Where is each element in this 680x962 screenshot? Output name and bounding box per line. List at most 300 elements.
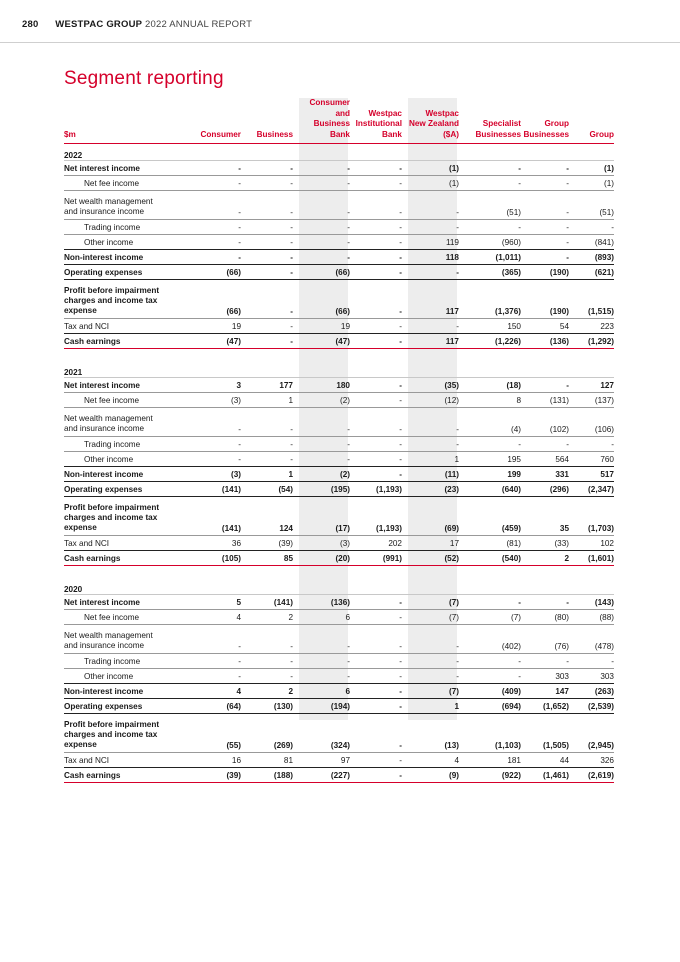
table-cell: - [195, 176, 241, 191]
table-cell: (39) [195, 768, 241, 783]
table-cell: 17 [402, 536, 459, 551]
table-cell: 2 [521, 551, 569, 566]
table-cell: (922) [459, 768, 521, 783]
table-cell: 564 [521, 452, 569, 467]
table-cell: - [350, 265, 402, 280]
table-cell: - [241, 408, 293, 437]
table-cell: (1,011) [459, 250, 521, 265]
table-cell: (195) [293, 482, 350, 497]
table-row-nii [64, 161, 614, 176]
table-cell: - [569, 654, 614, 669]
table-row-cash [64, 768, 614, 783]
row-label: Cash earnings [64, 551, 195, 566]
table-cell: (11) [402, 467, 459, 482]
table-cell: 147 [521, 684, 569, 699]
table-cell: 2 [241, 610, 293, 625]
table-cell: (4) [459, 408, 521, 437]
table-cell: (35) [402, 378, 459, 393]
unit-header: $m [64, 98, 195, 144]
table-cell: - [241, 669, 293, 684]
table-cell: - [459, 176, 521, 191]
year-gap [64, 349, 614, 362]
table-cell: (13) [402, 714, 459, 753]
table-cell: - [459, 437, 521, 452]
table-cell: 303 [569, 669, 614, 684]
table-cell: 117 [402, 280, 459, 319]
table-cell: 1 [241, 467, 293, 482]
table-cell: (47) [293, 334, 350, 349]
table-cell: - [521, 437, 569, 452]
table-cell: - [350, 467, 402, 482]
table-cell: - [293, 161, 350, 176]
table-cell: (1,505) [521, 714, 569, 753]
table-cell: (66) [195, 265, 241, 280]
table-cell: - [293, 625, 350, 654]
table-cell: - [569, 220, 614, 235]
table-cell: - [402, 319, 459, 334]
table-cell: (694) [459, 699, 521, 714]
table-cell: 81 [241, 753, 293, 768]
table-cell: 326 [569, 753, 614, 768]
table-cell: - [521, 595, 569, 610]
table-cell: 2 [241, 684, 293, 699]
col-group-businesses: Group Businesses [521, 98, 569, 144]
table-cell: (23) [402, 482, 459, 497]
col-cbb: Consumer and Business Bank [293, 98, 350, 144]
table-cell: - [350, 595, 402, 610]
table-cell: - [459, 669, 521, 684]
table-cell: (51) [569, 191, 614, 220]
table-cell: (66) [195, 280, 241, 319]
table-cell: 199 [459, 467, 521, 482]
table-cell: - [350, 625, 402, 654]
table-cell: 331 [521, 467, 569, 482]
table-cell: - [521, 654, 569, 669]
col-business: Business [241, 98, 293, 144]
table-cell: 97 [293, 753, 350, 768]
table-cell: 16 [195, 753, 241, 768]
table-cell: - [293, 235, 350, 250]
table-cell: - [350, 161, 402, 176]
table-cell: (141) [241, 595, 293, 610]
table-cell: - [350, 191, 402, 220]
table-cell: - [350, 176, 402, 191]
table-cell: (227) [293, 768, 350, 783]
table-cell: - [195, 654, 241, 669]
table-cell: - [293, 437, 350, 452]
table-cell: (991) [350, 551, 402, 566]
table-cell: 517 [569, 467, 614, 482]
table-cell: 1 [241, 393, 293, 408]
table-cell: - [350, 220, 402, 235]
table-cell: (1) [569, 176, 614, 191]
table-cell: - [241, 250, 293, 265]
table-cell: 3 [195, 378, 241, 393]
table-cell: (893) [569, 250, 614, 265]
table-cell: 1 [402, 699, 459, 714]
table-cell: - [195, 437, 241, 452]
table-cell: - [195, 235, 241, 250]
table-cell: (76) [521, 625, 569, 654]
row-label: Net interest income [64, 378, 195, 393]
table-cell: (143) [569, 595, 614, 610]
table-cell: 44 [521, 753, 569, 768]
table-cell: 4 [195, 610, 241, 625]
table-cell: - [241, 654, 293, 669]
table-cell: (402) [459, 625, 521, 654]
table-cell: (7) [402, 595, 459, 610]
table-cell: - [350, 684, 402, 699]
table-cell: (33) [521, 536, 569, 551]
row-label: Other income [64, 669, 195, 684]
table-cell: 85 [241, 551, 293, 566]
table-cell: - [521, 250, 569, 265]
row-label: Operating expenses [64, 482, 195, 497]
table-cell: - [459, 654, 521, 669]
table-cell: - [241, 265, 293, 280]
table-cell: (141) [195, 497, 241, 536]
table-row-fee [64, 176, 614, 191]
table-cell: (478) [569, 625, 614, 654]
table-row-other [64, 669, 614, 684]
col-wnz: Westpac New Zealand ($A) [402, 98, 459, 144]
row-label: Trading income [64, 654, 195, 669]
row-label: Non-interest income [64, 467, 195, 482]
col-consumer: Consumer [195, 98, 241, 144]
row-label: Non-interest income [64, 250, 195, 265]
row-label: Profit before impairment charges and income tax expense [64, 280, 195, 319]
table-cell: - [195, 408, 241, 437]
table-cell: - [241, 437, 293, 452]
table-cell: - [241, 280, 293, 319]
table-cell: - [402, 654, 459, 669]
table-cell: (137) [569, 393, 614, 408]
row-label: Net interest income [64, 595, 195, 610]
table-cell: 117 [402, 334, 459, 349]
table-cell: - [241, 191, 293, 220]
table-row-cash [64, 551, 614, 566]
table-row-nonint [64, 684, 614, 699]
segment-table [64, 98, 614, 783]
row-label: Net fee income [64, 393, 195, 408]
table-cell: 1 [402, 452, 459, 467]
table-row-nonint [64, 250, 614, 265]
table-cell: - [350, 768, 402, 783]
table-cell: (190) [521, 265, 569, 280]
row-label: Operating expenses [64, 265, 195, 280]
page-header [22, 19, 252, 30]
table-cell: - [521, 220, 569, 235]
row-label: Cash earnings [64, 768, 195, 783]
table-cell: - [402, 408, 459, 437]
table-cell: (540) [459, 551, 521, 566]
table-cell: (2) [293, 393, 350, 408]
table-row-opex [64, 265, 614, 280]
table-cell: - [241, 235, 293, 250]
table-cell: (2,347) [569, 482, 614, 497]
table-cell: (1,601) [569, 551, 614, 566]
table-cell: (47) [195, 334, 241, 349]
year-row [64, 578, 614, 595]
table-row-wealth [64, 625, 614, 654]
table-cell: (2) [293, 467, 350, 482]
table-cell: (130) [241, 699, 293, 714]
row-label: Operating expenses [64, 699, 195, 714]
table-cell: (80) [521, 610, 569, 625]
table-cell: 4 [195, 684, 241, 699]
row-label: Tax and NCI [64, 753, 195, 768]
header-group: WESTPAC GROUP [55, 19, 143, 30]
table-cell: (1,376) [459, 280, 521, 319]
table-cell: (7) [459, 610, 521, 625]
header-report: 2022 ANNUAL REPORT [145, 19, 253, 30]
table-cell: - [350, 319, 402, 334]
table-cell: (1,193) [350, 482, 402, 497]
table-cell: (131) [521, 393, 569, 408]
table-row-fee [64, 393, 614, 408]
table-cell: 5 [195, 595, 241, 610]
table-cell: (194) [293, 699, 350, 714]
table-cell: (2,619) [569, 768, 614, 783]
table-cell: - [350, 235, 402, 250]
table-cell: - [402, 220, 459, 235]
table-cell: (1) [402, 161, 459, 176]
col-group: Group [569, 98, 614, 144]
table-cell: 127 [569, 378, 614, 393]
table-cell: (1,103) [459, 714, 521, 753]
table-cell: - [521, 235, 569, 250]
table-cell: (17) [293, 497, 350, 536]
table-cell: (640) [459, 482, 521, 497]
table-cell: - [569, 437, 614, 452]
table-cell: - [195, 220, 241, 235]
table-cell: - [195, 191, 241, 220]
table-cell: (3) [195, 393, 241, 408]
table-cell: (960) [459, 235, 521, 250]
table-cell: 8 [459, 393, 521, 408]
table-cell: - [293, 452, 350, 467]
row-label: Tax and NCI [64, 536, 195, 551]
table-cell: - [350, 280, 402, 319]
row-label: Net fee income [64, 610, 195, 625]
table-cell: 118 [402, 250, 459, 265]
table-cell: (52) [402, 551, 459, 566]
table-cell: (1,193) [350, 497, 402, 536]
table-cell: - [293, 191, 350, 220]
table-row-trading [64, 654, 614, 669]
table-row-trading [64, 437, 614, 452]
table-cell: (51) [459, 191, 521, 220]
table-cell: - [350, 714, 402, 753]
table-cell: (88) [569, 610, 614, 625]
table-cell: - [350, 250, 402, 265]
page-title: Segment reporting [64, 68, 224, 89]
table-cell: (1) [569, 161, 614, 176]
table-cell: (20) [293, 551, 350, 566]
table-cell: - [350, 699, 402, 714]
table-cell: (106) [569, 408, 614, 437]
table-cell: - [293, 408, 350, 437]
table-cell: 202 [350, 536, 402, 551]
row-label: Net interest income [64, 161, 195, 176]
table-cell: (3) [293, 536, 350, 551]
table-cell: - [241, 334, 293, 349]
table-cell: - [293, 176, 350, 191]
row-label: Other income [64, 235, 195, 250]
col-wib: Westpac Institutional Bank [350, 98, 402, 144]
table-cell: (263) [569, 684, 614, 699]
header-divider [0, 42, 680, 43]
table-cell: (1,292) [569, 334, 614, 349]
table-cell: (9) [402, 768, 459, 783]
table-cell: 177 [241, 378, 293, 393]
row-label: Cash earnings [64, 334, 195, 349]
year-label: 2022 [64, 150, 83, 160]
table-cell: - [350, 654, 402, 669]
table-row-tax [64, 536, 614, 551]
table-cell: - [195, 669, 241, 684]
table-cell: (324) [293, 714, 350, 753]
table-cell: (190) [521, 280, 569, 319]
row-label: Other income [64, 452, 195, 467]
row-label: Non-interest income [64, 684, 195, 699]
table-row-tax [64, 753, 614, 768]
table-cell: (81) [459, 536, 521, 551]
table-cell: 303 [521, 669, 569, 684]
row-label: Tax and NCI [64, 319, 195, 334]
year-gap [64, 566, 614, 579]
table-cell: (66) [293, 265, 350, 280]
table-cell: - [350, 408, 402, 437]
row-label: Net fee income [64, 176, 195, 191]
table-cell: (1) [402, 176, 459, 191]
table-cell: - [195, 161, 241, 176]
row-label: Trading income [64, 437, 195, 452]
table-cell: - [241, 319, 293, 334]
table-cell: - [241, 176, 293, 191]
table-cell: (296) [521, 482, 569, 497]
table-row-opex [64, 482, 614, 497]
table-cell: (1,515) [569, 280, 614, 319]
table-cell: - [350, 334, 402, 349]
table-cell: 36 [195, 536, 241, 551]
row-label: Net wealth management and insurance income [64, 191, 195, 220]
table-cell: 4 [402, 753, 459, 768]
table-row-tax [64, 319, 614, 334]
table-cell: - [350, 753, 402, 768]
table-cell: - [521, 161, 569, 176]
table-cell: - [402, 437, 459, 452]
table-row-nii [64, 595, 614, 610]
table-cell: (39) [241, 536, 293, 551]
table-row-profit [64, 714, 614, 753]
table-cell: (136) [521, 334, 569, 349]
table-cell: - [293, 250, 350, 265]
table-cell: - [402, 191, 459, 220]
table-cell: (1,226) [459, 334, 521, 349]
table-cell: - [241, 161, 293, 176]
table-cell: (64) [195, 699, 241, 714]
table-row-wealth [64, 191, 614, 220]
table-row-profit [64, 497, 614, 536]
table-cell: 6 [293, 610, 350, 625]
year-label: 2021 [64, 367, 83, 377]
table-cell: (7) [402, 684, 459, 699]
table-cell: (841) [569, 235, 614, 250]
table-cell: - [293, 220, 350, 235]
table-cell: 19 [195, 319, 241, 334]
year-row [64, 144, 614, 161]
table-cell: (269) [241, 714, 293, 753]
table-cell: - [241, 625, 293, 654]
table-cell: - [241, 452, 293, 467]
table-cell: (54) [241, 482, 293, 497]
table-cell: (105) [195, 551, 241, 566]
table-cell: (1,703) [569, 497, 614, 536]
table-cell: 223 [569, 319, 614, 334]
table-cell: (12) [402, 393, 459, 408]
table-cell: - [195, 452, 241, 467]
table-cell: - [402, 265, 459, 280]
table-row-trading [64, 220, 614, 235]
table-cell: 180 [293, 378, 350, 393]
table-cell: (141) [195, 482, 241, 497]
table-row-other [64, 452, 614, 467]
table-cell: - [402, 625, 459, 654]
table-row-nonint [64, 467, 614, 482]
table-cell: (7) [402, 610, 459, 625]
table-cell: (136) [293, 595, 350, 610]
table-cell: - [521, 176, 569, 191]
table-cell: - [293, 654, 350, 669]
col-specialist: Specialist Businesses [459, 98, 521, 144]
table-cell: - [350, 669, 402, 684]
table-cell: (188) [241, 768, 293, 783]
row-label: Net wealth management and insurance income [64, 408, 195, 437]
table-row-nii [64, 378, 614, 393]
table-cell: (66) [293, 280, 350, 319]
table-cell: - [350, 452, 402, 467]
table-cell: - [350, 393, 402, 408]
table-cell: 119 [402, 235, 459, 250]
year-row [64, 361, 614, 378]
table-cell: (18) [459, 378, 521, 393]
table-cell: (621) [569, 265, 614, 280]
table-cell: (459) [459, 497, 521, 536]
table-cell: (409) [459, 684, 521, 699]
table-cell: 124 [241, 497, 293, 536]
table-cell: - [459, 595, 521, 610]
table-cell: (2,945) [569, 714, 614, 753]
table-row-cash [64, 334, 614, 349]
table-cell: (1,461) [521, 768, 569, 783]
table-cell: - [293, 669, 350, 684]
table-cell: 102 [569, 536, 614, 551]
table-row-profit [64, 280, 614, 319]
table-cell: 6 [293, 684, 350, 699]
row-label: Profit before impairment charges and income tax expense [64, 497, 195, 536]
table-cell: (3) [195, 467, 241, 482]
table-cell: - [402, 669, 459, 684]
page-number: 280 [22, 19, 39, 30]
table-cell: (2,539) [569, 699, 614, 714]
table-cell: - [350, 378, 402, 393]
table-cell: 54 [521, 319, 569, 334]
table-cell: 19 [293, 319, 350, 334]
table-cell: (1,652) [521, 699, 569, 714]
table-cell: 195 [459, 452, 521, 467]
table-cell: 760 [569, 452, 614, 467]
